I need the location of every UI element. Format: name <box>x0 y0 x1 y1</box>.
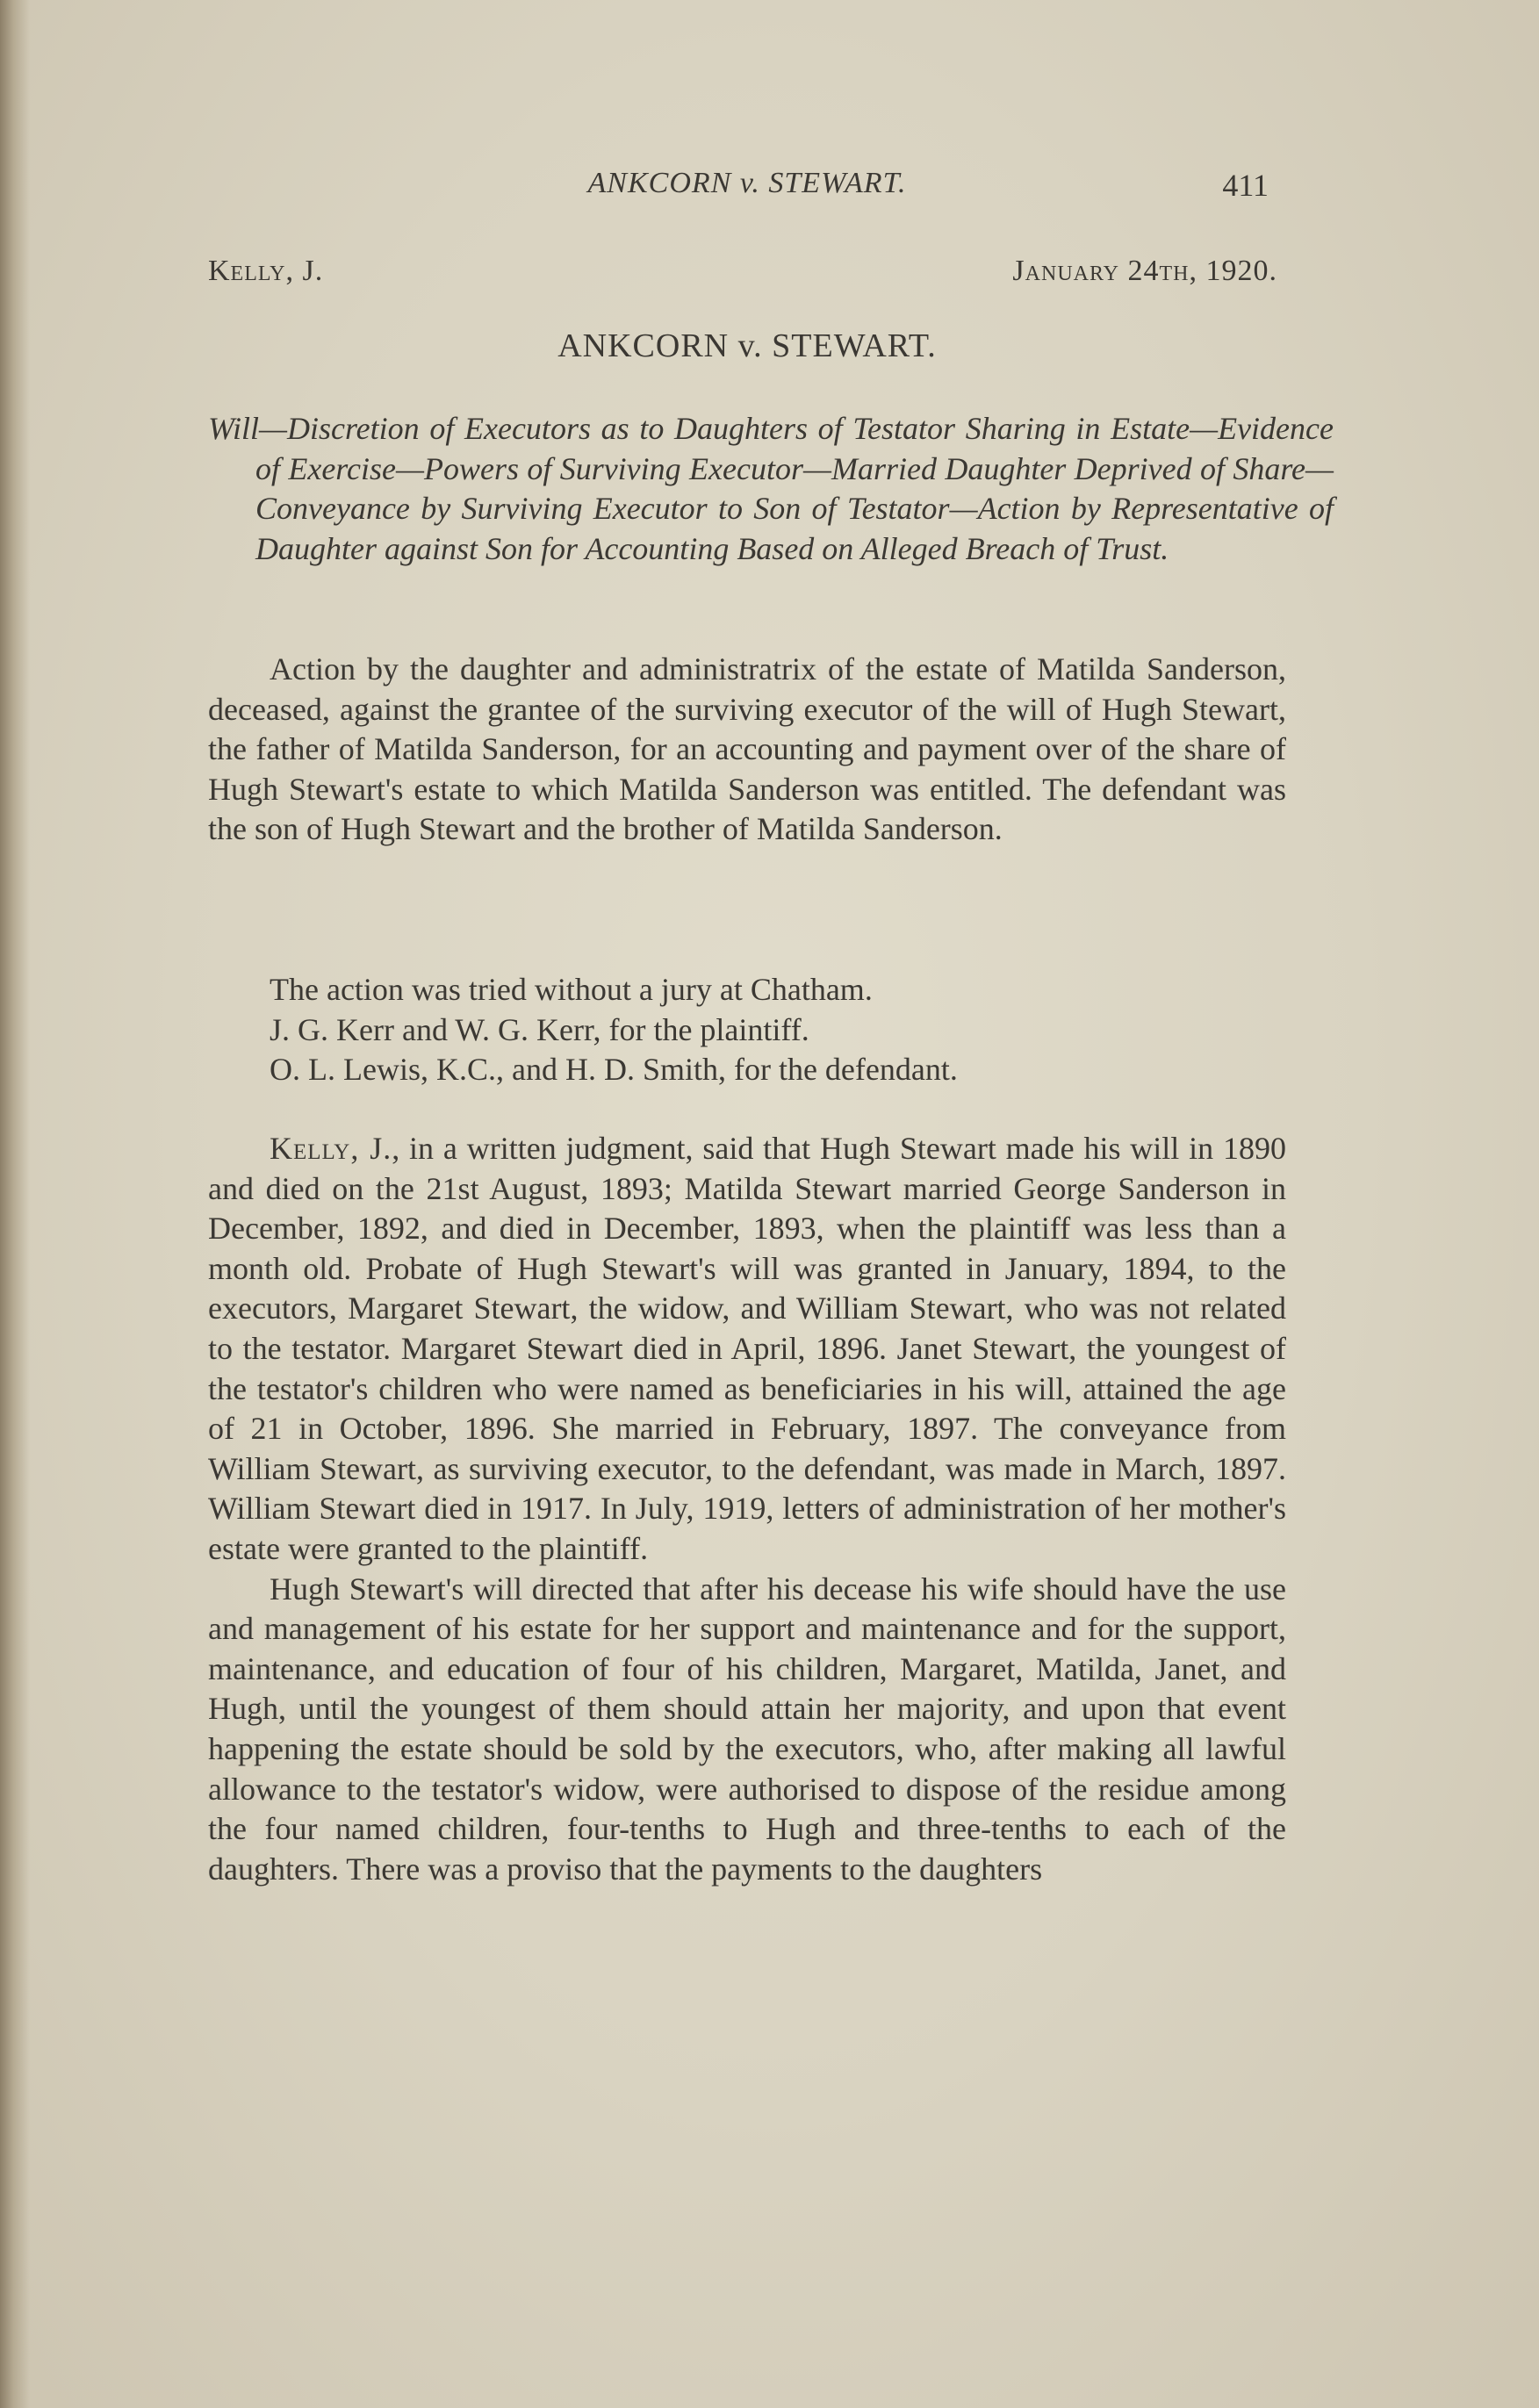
judge-name: Kelly, J. <box>208 255 324 287</box>
counsel-block <box>208 970 1348 1090</box>
judgment-paragraph-2: Hugh Stewart's will directed that after his decease his wife should have the use and management of his estate for her support and maintenance and for the support, maintenance, and education of four of his children, Margaret, Matilda, Janet, and Hugh, until the youngest of them should attain her majority, and upon that event happening the estate should be sold by the executors, who, after making all lawful allowance to the testator's widow, were authorised to dispose of the residue among the four named children, four-tenths to Hugh and three-tenths to each of the daughters. There was a proviso that the payments to the daughters <box>208 1571 1286 1887</box>
judgment-paragraph-1 <box>208 1129 1286 1570</box>
dateline <box>208 255 1286 298</box>
trial-note: The action was tried without a jury at Chatham. <box>270 972 873 1007</box>
statement-paragraph: Action by the daughter and administratrix of the estate of Matilda Sanderson, deceased, against the grantee of the surviving executor of the will of Hugh Stewart, the father of Matilda Sanderson, for an accounting and payment over of the share of Hugh Stewart's estate to which Matilda Sanderson was entitled. The defendant was the son of Hugh Stewart and the brother of Matilda Sanderson. <box>208 651 1286 847</box>
page-gutter-shadow <box>0 0 30 2408</box>
judgment-date: January 24th, 1920. <box>1012 255 1277 287</box>
running-head-title: ANKCORN v. STEWART. <box>587 167 907 199</box>
judgment-paragraph-1-text: , in a written judgment, said that Hugh Stewart made his will in 1890 and died on the 21st August, 1893; Matilda Stewart married George Sanderson in December, 1892, and died in December, 1893, when the plaintiff was less than a month old. Probate of Hugh Stewart's will was granted in January, 1894, to the executors, Margaret Stewart, the widow, and William Stewart, who was not related to the testator. Margaret Stewart died in April, 1896. Janet Stewart, the youngest of the testator's children who were named as beneficiaries in his will, attained the age of 21 in October, 1896. She married in February, 1897. The conveyance from William Stewart, as surviving executor, to the defendant, was made in March, 1897. William Stewart died in 1917. In July, 1919, letters of administration of her mother's estate were granted to the plaintiff. <box>208 1131 1286 1566</box>
plaintiff-counsel: J. G. Kerr and W. G. Kerr, for the plaintiff. <box>270 1011 809 1047</box>
headnote: Will—Discretion of Executors as to Daughters of Testator Sharing in Estate—Evidence of Exercise—Powers of Surviving Executor—Married Daughter Deprived of Share—Conveyance by Surviving Executor to Son of Testator—Action by Representative of Daughter against Son for Accounting Based on Alleged Breach of Trust. <box>208 411 1334 566</box>
running-head <box>208 167 1286 211</box>
case-title: ANKCORN v. STEWART. <box>557 327 937 364</box>
defendant-counsel: O. L. Lewis, K.C., and H. D. Smith, for the defendant. <box>270 1052 958 1088</box>
judgment-body <box>208 1129 1286 1889</box>
page-number: 411 <box>1222 168 1269 203</box>
judgment-judge-lead: Kelly, J. <box>270 1131 392 1166</box>
